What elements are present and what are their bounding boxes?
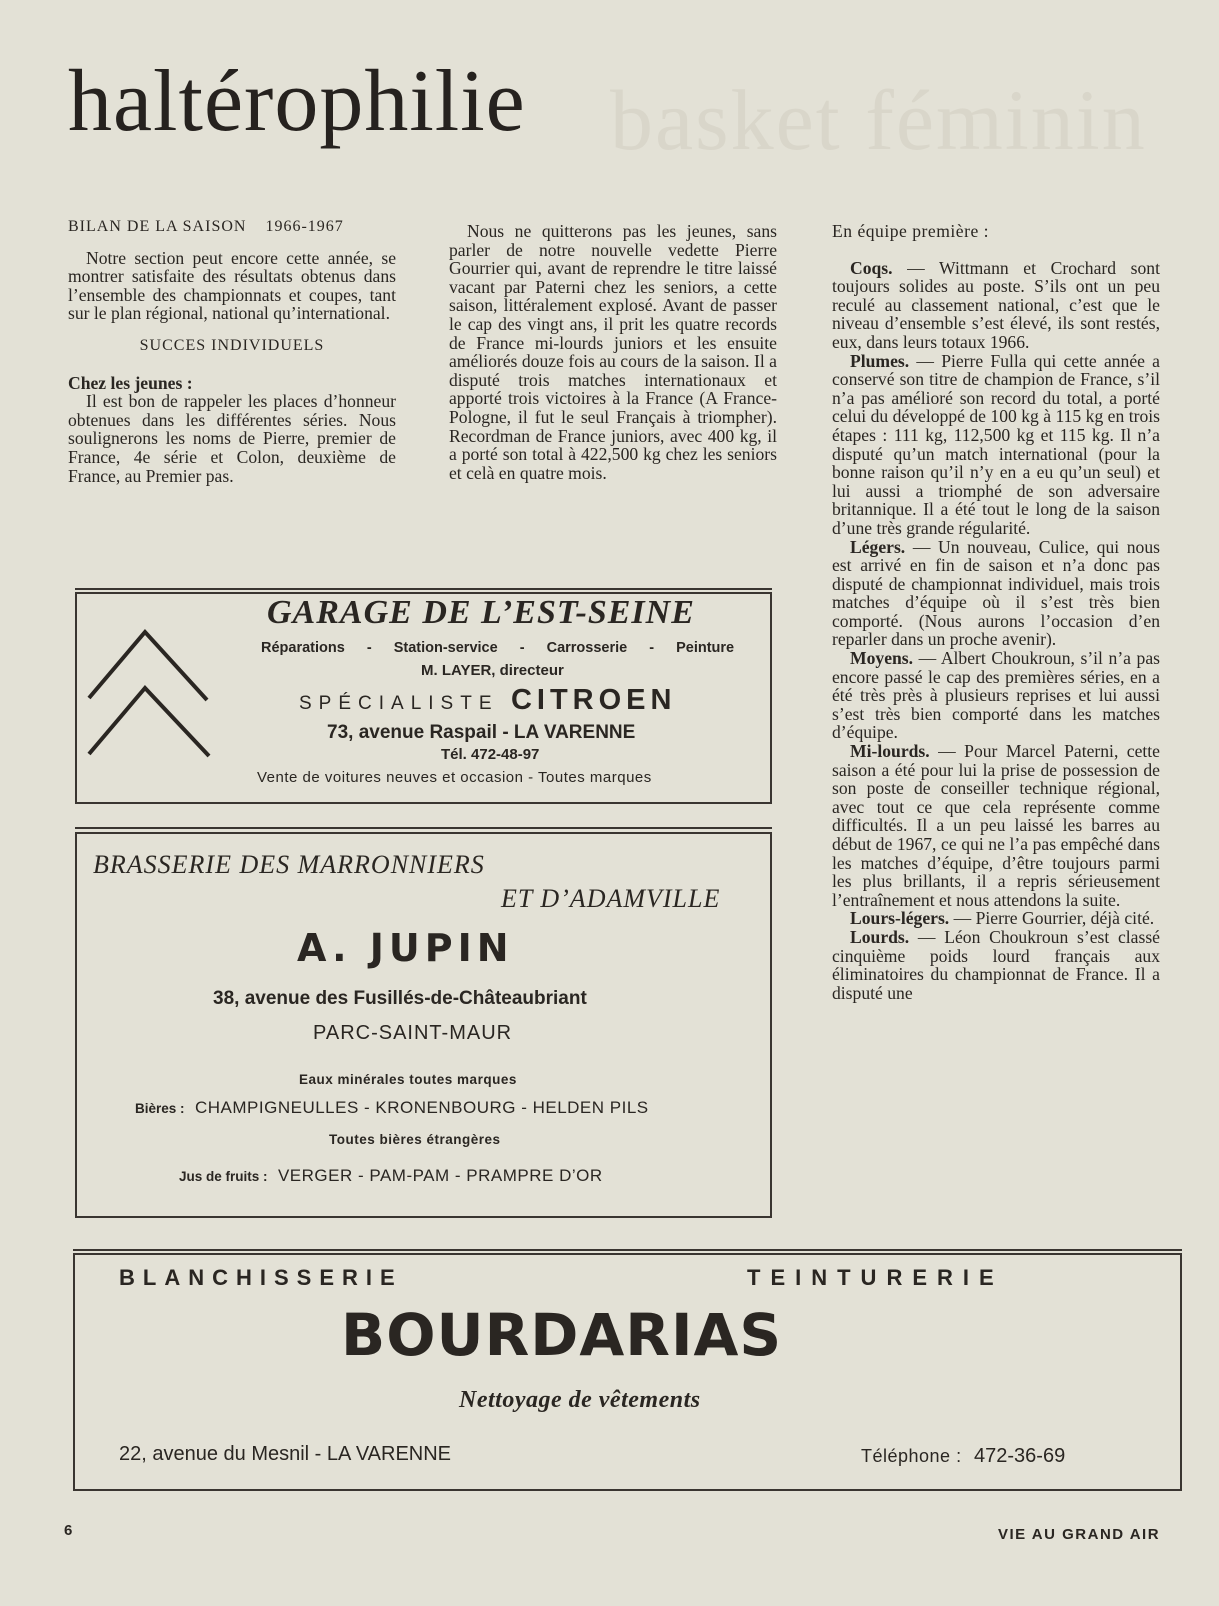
garage-services bbox=[261, 640, 734, 656]
bourdarias-advertisement bbox=[73, 1253, 1182, 1491]
category-text: — Léon Choukroun s’est classé cinquième poids lourd français aux éliminatoires du championnat de France. Il a disputé une bbox=[832, 926, 1160, 1003]
category-name: Plumes. bbox=[850, 350, 910, 371]
category-entry bbox=[832, 928, 1160, 1002]
juices-label: Jus de fruits : bbox=[179, 1169, 268, 1184]
garage-sales: Vente de voitures neuves et occasion - Toutes marques bbox=[257, 769, 652, 786]
category-text: — Albert Choukroun, s’il n’a pas encore passé le cap des premières séries, en a été très près à plusieurs reprises et lui aussi s’est très bien comporté dans les matches d’équipe. bbox=[832, 648, 1161, 743]
article-column-2 bbox=[449, 222, 777, 482]
juniors-subheading: Chez les jeunes : bbox=[68, 372, 193, 393]
juices-list: VERGER - PAM-PAM - PRAMPRE D’OR bbox=[277, 1166, 603, 1185]
category-text: — Wittmann et Crochard sont toujours solides au poste. S’ils ont un peu reculé au classement national, c’est que le niveau d’ensemble s’est élevé, ils sont restés, eux, dans leurs totaux 1966. bbox=[832, 257, 1160, 352]
category-text: — Pierre Fulla qui cette année a conservé son titre de champion de France, s’il n’a pas amélioré son record du total, a porté celui du développé de 100 kg à 115 kg en trois étapes : 111 kg, 112,500 kg et 115 kg. Il n’a disputé qu’un match international (pour la bonne raison qu’il n’y en a eu qu’un seul) et lui aussi a triomphé de son adversaire britannique. Il a été tout le long de la saison d’une très grande régularité. bbox=[832, 350, 1160, 538]
service-item: Peinture bbox=[676, 640, 735, 656]
page-title: haltérophilie bbox=[68, 53, 526, 150]
brasserie-name-line1: BRASSERIE DES MARRONNIERS bbox=[93, 850, 485, 879]
category-text: — Un nouveau, Culice, qui nous est arrivé en fin de saison et n’a donc pas disputé de championnat individuel, mais trois matches d’équipe où il s’est très bien comporté. (Nous aurons l’occasion d’en reparler dans un proche avenir). bbox=[832, 536, 1160, 650]
service-item: Carrosserie bbox=[546, 640, 628, 656]
garage-address: 73, avenue Raspail - LA VARENNE bbox=[327, 722, 636, 743]
lower-chevron bbox=[89, 688, 209, 756]
brasserie-foreign-beers: Toutes bières étrangères bbox=[329, 1132, 501, 1147]
company-name: BOURDARIAS bbox=[341, 1301, 783, 1369]
brasserie-beers bbox=[135, 1098, 649, 1118]
article-column-3 bbox=[832, 222, 1160, 1002]
service-separator: - bbox=[519, 640, 525, 656]
brasserie-advertisement bbox=[75, 832, 772, 1218]
team-heading: En équipe première : bbox=[832, 221, 990, 241]
section-heading: SUCCES INDIVIDUELS bbox=[139, 336, 325, 354]
brasserie-city: PARC-SAINT-MAUR bbox=[313, 1022, 513, 1044]
page-number: 6 bbox=[64, 1522, 73, 1539]
service-separator: - bbox=[649, 640, 655, 656]
category-name: Lours-légers. bbox=[850, 908, 950, 929]
category-entry bbox=[832, 538, 1160, 650]
garage-name: GARAGE DE L’EST-SEINE bbox=[267, 594, 695, 631]
gourrier-paragraph: Nous ne quitterons pas les jeunes, sans parler de notre nouvelle vedette Pierre Gourrier qui, avant de reprendre le titre laissé vacant par Paterni chez les seniors, a cette saison, littéralement explosé. Avant de passer le cap des vingt ans, il prit les quatre records de France mi-lourds juniors et les ensuite améliorés douze fois au cours de la saison. Il a disputé trois matches internationaux et apporté trois victoires à la France (A France-Pologne, il fut le seul Français à triompher). Recordman de France juniors, avec 400 kg, il a porté son total à 422,500 kg chez les seniors et celà en quatre mois. bbox=[449, 221, 777, 483]
season-heading bbox=[68, 218, 396, 237]
service-item: Réparations bbox=[261, 640, 345, 656]
laundry-label: BLANCHISSERIE bbox=[119, 1265, 403, 1290]
brasserie-owner: A. JUPIN bbox=[297, 926, 514, 970]
category-entry bbox=[832, 742, 1160, 909]
article-column-1 bbox=[68, 218, 396, 485]
category-name: Moyens. bbox=[850, 648, 914, 669]
service-item: Station-service bbox=[393, 640, 498, 656]
category-name: Lourds. bbox=[850, 926, 910, 947]
category-entry bbox=[832, 649, 1160, 742]
faded-previous-title: basket féminin bbox=[610, 72, 1147, 168]
category-entry bbox=[832, 909, 1160, 928]
service-separator: - bbox=[366, 640, 372, 656]
garage-phone: Tél. 472-48-97 bbox=[441, 746, 540, 763]
category-text: — Pour Marcel Paterni, cette saison a été pour lui la prise de possession de son poste de conseiller technique régional, avec tout ce que cela représente comme difficultés. Il a un peu laissé les barres au début de 1967, ce qui ne l’a pas empêché dans les matches d’équipe, d’être toujours parmi les plus brillants, il a repris sérieusement l’entraînement et nous attendons la suite. bbox=[832, 741, 1160, 910]
brasserie-waters: Eaux minérales toutes marques bbox=[299, 1072, 517, 1087]
category-name: Légers. bbox=[850, 536, 906, 557]
brasserie-name-line2: ET D’ADAMVILLE bbox=[501, 884, 721, 913]
category-text: — Pierre Gourrier, déjà cité. bbox=[953, 908, 1155, 929]
garage-director: M. LAYER, directeur bbox=[421, 662, 564, 679]
intro-paragraph: Notre section peut encore cette année, se montrer satisfaite des résultats obtenus dans l’ensemble des championnats et coupes, tant sur le plan régional, national qu’international. bbox=[68, 247, 396, 324]
phone-label: Téléphone : bbox=[861, 1446, 962, 1466]
season-heading-text: BILAN DE LA SAISON bbox=[68, 218, 247, 235]
company-phone bbox=[861, 1445, 1065, 1468]
company-tagline: Nettoyage de vêtements bbox=[459, 1387, 701, 1413]
company-address: 22, avenue du Mesnil - LA VARENNE bbox=[119, 1443, 452, 1465]
brasserie-juices bbox=[179, 1166, 603, 1186]
phone-number: 472-36-69 bbox=[974, 1445, 1066, 1467]
dyeing-label: TEINTURERIE bbox=[747, 1265, 1004, 1290]
brasserie-address: 38, avenue des Fusillés-de-Châteaubriant bbox=[213, 988, 587, 1009]
category-entry bbox=[832, 259, 1160, 352]
specialist-label: SPÉCIALISTE bbox=[299, 693, 499, 714]
garage-specialist bbox=[299, 684, 676, 717]
juniors-paragraph: Il est bon de rappeler les places d’honneur obtenues dans les différentes séries. Nous soulignerons les noms de Pierre, premier de France, 4e série et Colon, deuxième de France, au Premier pas. bbox=[68, 391, 396, 486]
category-name: Mi-lourds. bbox=[850, 741, 930, 762]
beers-label: Bières : bbox=[135, 1101, 185, 1116]
category-name: Coqs. bbox=[850, 257, 893, 278]
category-entry bbox=[832, 352, 1160, 538]
brand-name: CITROEN bbox=[510, 684, 677, 716]
season-years: 1966-1967 bbox=[265, 218, 344, 235]
beers-list: CHAMPIGNEULLES - KRONENBOURG - HELDEN PILS bbox=[194, 1098, 649, 1117]
garage-advertisement bbox=[75, 592, 772, 804]
magazine-name: VIE AU GRAND AIR bbox=[998, 1526, 1161, 1543]
citroen-chevron-logo bbox=[87, 620, 217, 770]
